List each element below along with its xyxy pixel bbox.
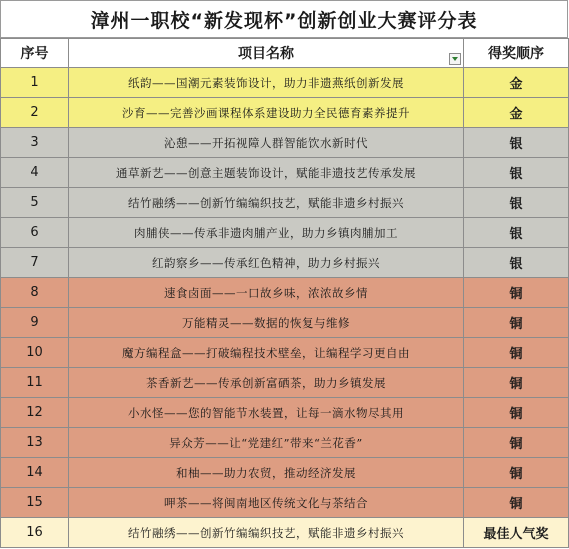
row-project-name[interactable]: 茶香新艺——传承创新富硒茶，助力乡镇发展: [69, 368, 464, 398]
header-name: [69, 39, 464, 68]
row-award[interactable]: 铜: [464, 278, 569, 308]
table-row: [1, 128, 569, 158]
row-no[interactable]: 16: [1, 518, 69, 548]
row-no[interactable]: 2: [1, 98, 69, 128]
row-award[interactable]: 铜: [464, 458, 569, 488]
row-project-name[interactable]: 红韵察乡——传承红色精神，助力乡村振兴: [69, 248, 464, 278]
table-row: [1, 98, 569, 128]
row-project-name[interactable]: 结竹融绣——创新竹编编织技艺，赋能非遗乡村振兴: [69, 518, 464, 548]
row-award[interactable]: 铜: [464, 428, 569, 458]
row-award[interactable]: 铜: [464, 398, 569, 428]
table-row: [1, 188, 569, 218]
row-award[interactable]: 金: [464, 68, 569, 98]
row-award[interactable]: 铜: [464, 308, 569, 338]
row-no[interactable]: 7: [1, 248, 69, 278]
table-row: [1, 368, 569, 398]
row-project-name[interactable]: 沙育——完善沙画课程体系建设助力全民德育素养提升: [69, 98, 464, 128]
table-row: [1, 398, 569, 428]
row-project-name[interactable]: 肉脯侠——传承非遗肉脯产业，助力乡镇肉脯加工: [69, 218, 464, 248]
table-row: [1, 218, 569, 248]
header-name-label: 项目名称: [238, 46, 294, 62]
row-award[interactable]: 铜: [464, 338, 569, 368]
row-no[interactable]: 6: [1, 218, 69, 248]
table-row: [1, 158, 569, 188]
row-no[interactable]: 4: [1, 158, 69, 188]
row-award[interactable]: 铜: [464, 368, 569, 398]
row-no[interactable]: 13: [1, 428, 69, 458]
row-project-name[interactable]: 魔方编程盒——打破编程技术壁垒，让编程学习更自由: [69, 338, 464, 368]
row-project-name[interactable]: 结竹融绣——创新竹编编织技艺，赋能非遗乡村振兴: [69, 188, 464, 218]
row-project-name[interactable]: 和柚——助力农贸，推动经济发展: [69, 458, 464, 488]
row-no[interactable]: 12: [1, 398, 69, 428]
header-row: [1, 39, 569, 68]
row-no[interactable]: 14: [1, 458, 69, 488]
row-award[interactable]: 银: [464, 218, 569, 248]
row-no[interactable]: 9: [1, 308, 69, 338]
row-award[interactable]: 银: [464, 158, 569, 188]
table-row: [1, 308, 569, 338]
row-award[interactable]: 银: [464, 248, 569, 278]
table-row: [1, 428, 569, 458]
row-award[interactable]: 铜: [464, 488, 569, 518]
row-project-name[interactable]: 异众芳——让“党建红”带来“兰花香”: [69, 428, 464, 458]
row-project-name[interactable]: 通草新艺——创意主题装饰设计，赋能非遗技艺传承发展: [69, 158, 464, 188]
row-award[interactable]: 银: [464, 128, 569, 158]
table-row: [1, 488, 569, 518]
row-project-name[interactable]: 纸韵——国潮元素装饰设计，助力非遗燕纸创新发展: [69, 68, 464, 98]
row-no[interactable]: 8: [1, 278, 69, 308]
row-no[interactable]: 1: [1, 68, 69, 98]
header-no: 序号: [1, 39, 69, 68]
row-project-name[interactable]: 万能精灵——数据的恢复与维修: [69, 308, 464, 338]
row-award[interactable]: 最佳人气奖: [464, 518, 569, 548]
row-no[interactable]: 11: [1, 368, 69, 398]
row-project-name[interactable]: 沁憩——开拓视障人群智能饮水新时代: [69, 128, 464, 158]
row-award[interactable]: 银: [464, 188, 569, 218]
row-no[interactable]: 3: [1, 128, 69, 158]
row-award[interactable]: 金: [464, 98, 569, 128]
row-project-name[interactable]: 小水怪——您的智能节水装置，让每一滴水物尽其用: [69, 398, 464, 428]
row-no[interactable]: 5: [1, 188, 69, 218]
table-row: [1, 458, 569, 488]
score-table: [0, 38, 569, 548]
table-row: [1, 518, 569, 548]
row-no[interactable]: 15: [1, 488, 69, 518]
sheet-title: 漳州一职校“新发现杯”创新创业大赛评分表: [0, 0, 568, 38]
row-project-name[interactable]: 速食卤面——一口故乡味，浓浓故乡情: [69, 278, 464, 308]
filter-dropdown-icon[interactable]: [449, 53, 461, 65]
table-row: [1, 338, 569, 368]
table-row: [1, 278, 569, 308]
row-project-name[interactable]: 呷茶——将闽南地区传统文化与茶结合: [69, 488, 464, 518]
table-row: [1, 68, 569, 98]
row-no[interactable]: 10: [1, 338, 69, 368]
header-award: 得奖顺序: [464, 39, 569, 68]
table-row: [1, 248, 569, 278]
